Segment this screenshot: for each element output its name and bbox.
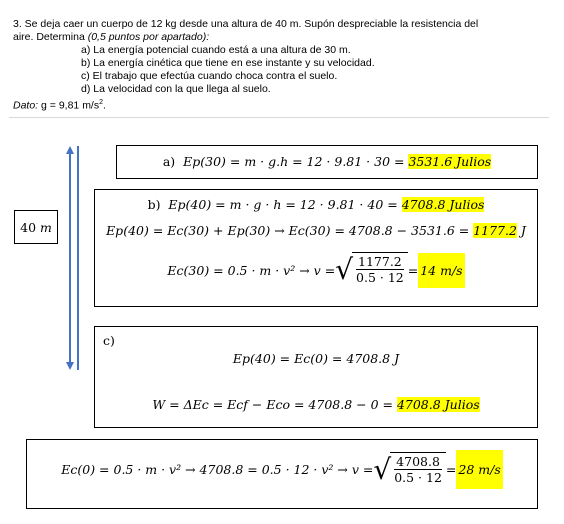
answer-c-formula-2: W = ΔEc = Ecf − Eco = 4708.8 − 0 = <box>152 397 397 412</box>
answer-d-line <box>27 450 537 489</box>
answer-c-line-2 <box>95 397 537 412</box>
answer-d-box <box>26 439 538 509</box>
answer-b-equals: = <box>407 262 419 278</box>
answer-b-result-1: 4708.8 Julios <box>401 197 485 212</box>
answer-b-result-2: 1177.2 <box>473 223 517 238</box>
answer-b-line-3 <box>95 252 537 288</box>
answer-d-formula: Ec(0) = 0.5 · m · v² → 4708.8 = 0.5 · 12 · v² → v = <box>61 462 374 477</box>
answer-b-label: b) <box>147 197 161 212</box>
statement-line-1: 3. Se deja caer un cuerpo de 12 kg desde una altura de 40 m. Supón despreciable la resistencia del <box>13 18 479 30</box>
answer-b-formula-3: Ec(30) = 0.5 · m · v² → v = <box>167 262 336 278</box>
dato-label: Dato: <box>13 99 39 112</box>
answer-c-line-1: Ep(40) = Ec(0) = 4708.8 J <box>232 351 400 366</box>
statement-item-b: b) La energía cinética que tiene en ese instante y su velocidad. <box>81 57 375 69</box>
answer-b-numerator: 1177.2 <box>358 254 402 269</box>
height-unit: m <box>40 219 52 235</box>
answer-c-label: c) <box>103 333 115 348</box>
height-arrow-icon <box>64 146 80 370</box>
answer-b-formula-1: Ep(40) = m · g · h = 12 · 9.81 · 40 = <box>168 197 402 212</box>
answer-b-result-3: 14 m/s <box>418 253 464 288</box>
sqrt-icon: √ $\frac{4708.8}{0.5 \cdot 12}$ <box>373 452 446 488</box>
sqrt-icon: √ $\frac{1177.2}{0.5 \cdot 12}$ <box>335 252 408 288</box>
answer-d-result: 28 m/s <box>456 450 502 489</box>
answer-c-result: 4708.8 Julios <box>396 397 480 412</box>
answer-b-line-2 <box>95 223 537 238</box>
answer-a-box <box>116 145 538 179</box>
answer-b-box <box>94 189 538 307</box>
height-label <box>14 210 58 244</box>
answer-a-formula: Ep(30) = m · g.h = 12 · 9.81 · 30 = <box>183 154 409 169</box>
dato-value: g = 9,81 m/s <box>41 99 100 112</box>
answer-d-equals: = <box>445 462 457 477</box>
statement-line-2-text: aire. Determina <box>13 31 88 43</box>
answer-d-numerator: 4708.8 <box>396 453 440 469</box>
statement-item-c: c) El trabajo que efectúa cuando choca contra el suelo. <box>81 70 338 82</box>
statement-dato <box>13 96 553 113</box>
statement-item-d: d) La velocidad con la que llega al suelo. <box>81 83 271 95</box>
answer-b-formula-2: Ep(40) = Ec(30) + Ep(30) → Ec(30) = 4708.8 − 3531.6 = <box>106 223 474 238</box>
answer-c-box <box>94 326 538 428</box>
answer-a-result: 3531.6 Julios <box>408 154 492 169</box>
separator-rule <box>9 117 549 118</box>
answer-a-label: a) <box>162 154 176 169</box>
statement-line-2 <box>13 31 553 44</box>
dato-exponent: 2 <box>99 99 104 106</box>
statement-item-a: a) La energía potencial cuando está a una altura de 30 m. <box>81 44 351 56</box>
problem-statement <box>13 18 553 113</box>
statement-points-note: (0,5 puntos por apartado): <box>87 31 210 43</box>
height-value: 40 <box>20 219 37 235</box>
answer-b-line-1 <box>95 197 537 212</box>
answer-a-line <box>117 154 537 169</box>
dato-end: . <box>103 99 106 112</box>
answer-d-denominator: 0.5 · 12 <box>394 469 442 485</box>
answer-b-unit-2: J <box>516 223 526 238</box>
answer-b-fraction <box>354 254 406 288</box>
answer-d-fraction <box>392 454 444 488</box>
answer-b-denominator: 0.5 · 12 <box>356 270 404 285</box>
